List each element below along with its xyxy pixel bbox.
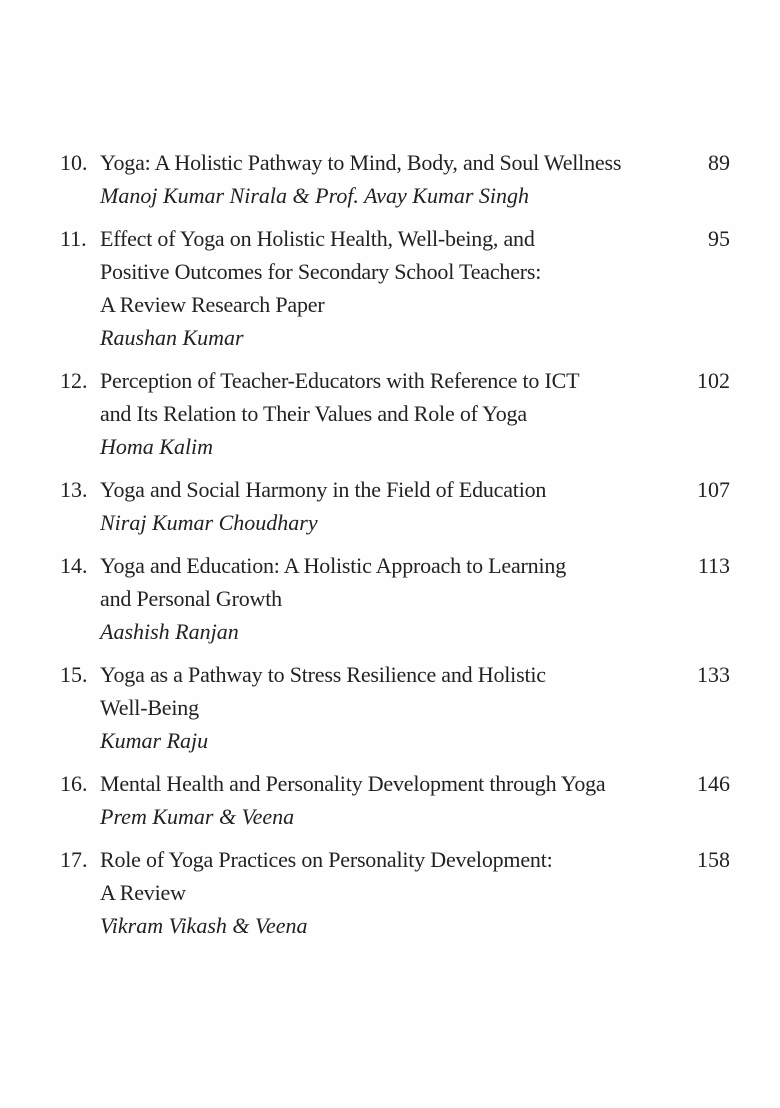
toc-entry-page-number: 158 xyxy=(697,847,730,872)
toc-entry xyxy=(60,473,740,539)
toc-entry-title xyxy=(100,549,694,615)
toc-entry-title xyxy=(100,843,694,909)
toc-entry-title-line: A Review Research Paper xyxy=(100,292,325,317)
toc-entry-body xyxy=(100,473,740,539)
toc-entry-title-line: Yoga as a Pathway to Stress Resilience and Holistic xyxy=(100,662,546,687)
toc-entry-title-line: Yoga and Social Harmony in the Field of Education xyxy=(100,477,547,502)
toc-entry-body xyxy=(100,549,740,648)
toc-entry-title xyxy=(100,364,694,430)
toc-entry-number: 11. xyxy=(60,226,87,251)
toc-entry-title xyxy=(100,767,694,800)
toc-entry-author: Niraj Kumar Choudhary xyxy=(100,510,318,535)
toc-entry-page-number: 95 xyxy=(708,226,730,251)
toc-entry-body xyxy=(100,843,740,942)
toc-entry-title xyxy=(100,222,694,321)
toc-entry-title-line: Positive Outcomes for Secondary School Teachers: xyxy=(100,259,542,284)
toc-entry-page-number: 89 xyxy=(708,150,730,175)
toc-entry-author: Homa Kalim xyxy=(100,434,214,459)
toc-entry-title-line: Perception of Teacher-Educators with Reference to ICT xyxy=(100,368,580,393)
toc-entry-number: 10. xyxy=(60,150,88,175)
toc-entry xyxy=(60,767,740,833)
toc-entry-body xyxy=(100,222,740,354)
toc-entry xyxy=(60,146,740,212)
toc-entry-title-line: Yoga and Education: A Holistic Approach to Learning xyxy=(100,553,566,578)
toc-entry-body xyxy=(100,658,740,757)
toc-entry-author: Kumar Raju xyxy=(100,728,209,753)
toc-entry-page-number: 113 xyxy=(697,553,730,578)
toc-entry-title xyxy=(100,658,694,724)
toc-entry-number: 17. xyxy=(60,847,88,872)
toc-entry-title-line: and Personal Growth xyxy=(100,586,282,611)
toc-entry-author: Aashish Ranjan xyxy=(100,619,239,644)
toc-entry-title-line: A Review xyxy=(100,880,186,905)
table-of-contents xyxy=(60,146,740,952)
toc-entry-number: 14. xyxy=(60,553,88,578)
toc-entry-number: 13. xyxy=(60,477,88,502)
toc-entry xyxy=(60,364,740,463)
toc-entry-number: 12. xyxy=(60,368,88,393)
toc-entry-title-line: Well-Being xyxy=(100,695,199,720)
toc-entry-author: Manoj Kumar Nirala & Prof. Avay Kumar Singh xyxy=(100,183,530,208)
toc-entry-author: Prem Kumar & Veena xyxy=(100,804,295,829)
toc-entry-page-number: 107 xyxy=(697,477,730,502)
toc-entry-body xyxy=(100,767,740,833)
toc-entry xyxy=(60,549,740,648)
toc-entry-number: 16. xyxy=(60,771,88,796)
toc-entry-number: 15. xyxy=(60,662,88,687)
toc-entry-body xyxy=(100,364,740,463)
toc-entry-author: Vikram Vikash & Veena xyxy=(100,913,308,938)
toc-entry-title-line: Role of Yoga Practices on Personality Development: xyxy=(100,847,553,872)
toc-entry xyxy=(60,658,740,757)
toc-entry-title-line: Effect of Yoga on Holistic Health, Well-being, and xyxy=(100,226,535,251)
toc-entry-title-line: and Its Relation to Their Values and Role of Yoga xyxy=(100,401,527,426)
toc-entry-title xyxy=(100,146,694,179)
toc-entry-body xyxy=(100,146,740,212)
toc-entry-title-line: Yoga: A Holistic Pathway to Mind, Body, and Soul Wellness xyxy=(100,150,622,175)
toc-entry-author: Raushan Kumar xyxy=(100,325,244,350)
toc-entry xyxy=(60,222,740,354)
toc-entry-page-number: 146 xyxy=(697,771,730,796)
toc-entry-page-number: 133 xyxy=(697,662,730,687)
toc-entry xyxy=(60,843,740,942)
toc-entry-page-number: 102 xyxy=(697,368,730,393)
toc-entry-title-line: Mental Health and Personality Development through Yoga xyxy=(100,771,606,796)
toc-entry-title xyxy=(100,473,694,506)
